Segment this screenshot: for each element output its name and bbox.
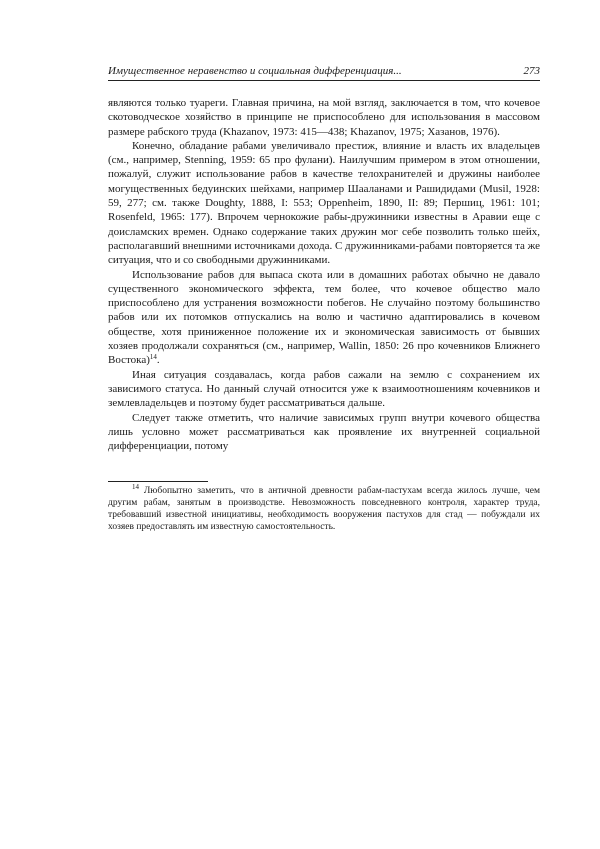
paragraph-3 bbox=[108, 268, 540, 368]
footnote-separator bbox=[108, 481, 208, 482]
footnote-text-block bbox=[108, 485, 540, 533]
paragraph-3-end: . bbox=[156, 354, 160, 367]
paragraph-3-text: Использование рабов для выпаса скота или в домашних работах обычно не давало существенного экономического эффекта, тем более, что кочевое общество мало приспособлено для устранения возможности побегов. Не случайно поэтому большинство рабов или их потомков отпускались на волю и частично адаптировались в кочевом обществе, хотя приниженное положение их и экономическая зависимость от бывших хозяев продолжали сохраняться (см., например, Wallin, 1850: 26 про кочевников Ближнего Востока) bbox=[108, 268, 540, 367]
footnote-reference[interactable]: 14 bbox=[149, 353, 157, 362]
paragraph-2: Конечно, обладание рабами увеличивало престиж, влияние и власть их владельцев (см., например, Stenning, 1959: 65 про фулани). Наилучшим примером в этом отношении, пожалуй, служит использование рабов в качестве телохранителей и дружины наиболее могущественных бедуинских шейхами, например Шааланами и Рашидидами (Musil, 1928: 59, 277; см. также Doughty, 1888, I: 553; Oppenheim, 1890, II: 89; Першиц, 1961: 101; Rosenfeld, 1965: 177). Впрочем чернокожие рабы-дружинники известны в Аравии еще с доисламских времен. Однако содержание таких дружин мог себе позволить только шейх, располагавший внешними источниками дохода. С дружинниками-рабами повторяется та же ситуация, что и со свободными дружинниками. bbox=[108, 139, 540, 267]
footnote bbox=[108, 485, 540, 533]
paragraph-4: Иная ситуация создавалась, когда рабов сажали на землю с сохранением их зависимого статуса. Но данный случай относится уже к взаимоотношениям кочевников и землевладельцев и поэтому будет рассматриваться дальше. bbox=[108, 368, 540, 410]
running-header bbox=[108, 64, 540, 81]
page-number: 273 bbox=[523, 65, 540, 77]
paragraph-5: Следует также отметить, что наличие зависимых групп внутри кочевого общества лишь условно может рассматриваться как проявление их внутренней социальной дифференциации, потому bbox=[108, 411, 540, 453]
main-text bbox=[108, 96, 540, 453]
footnote-marker: 14 bbox=[132, 483, 139, 491]
running-title: Имущественное неравенство и социальная дифференциация... bbox=[108, 65, 402, 77]
footnote-text: Любопытно заметить, что в античной древности рабам-пастухам всегда жилось лучше, чем другим рабам, занятым в производстве. Невозможность повседневного контроля, характер труда, требовавший известной инициативы, необходимость вооружения пастухов для стад — побуждали их хозяев предоставлять им известную самостоятельность. bbox=[108, 486, 540, 532]
paragraph-1: являются только туареги. Главная причина, на мой взгляд, заключается в том, что кочевое скотоводческое хозяйство в принципе не приспособлено для использования в массовом размере рабского труда (Khazanov, 1973: 415—438; Khazanov, 1975; Хазанов, 1976). bbox=[108, 97, 540, 138]
